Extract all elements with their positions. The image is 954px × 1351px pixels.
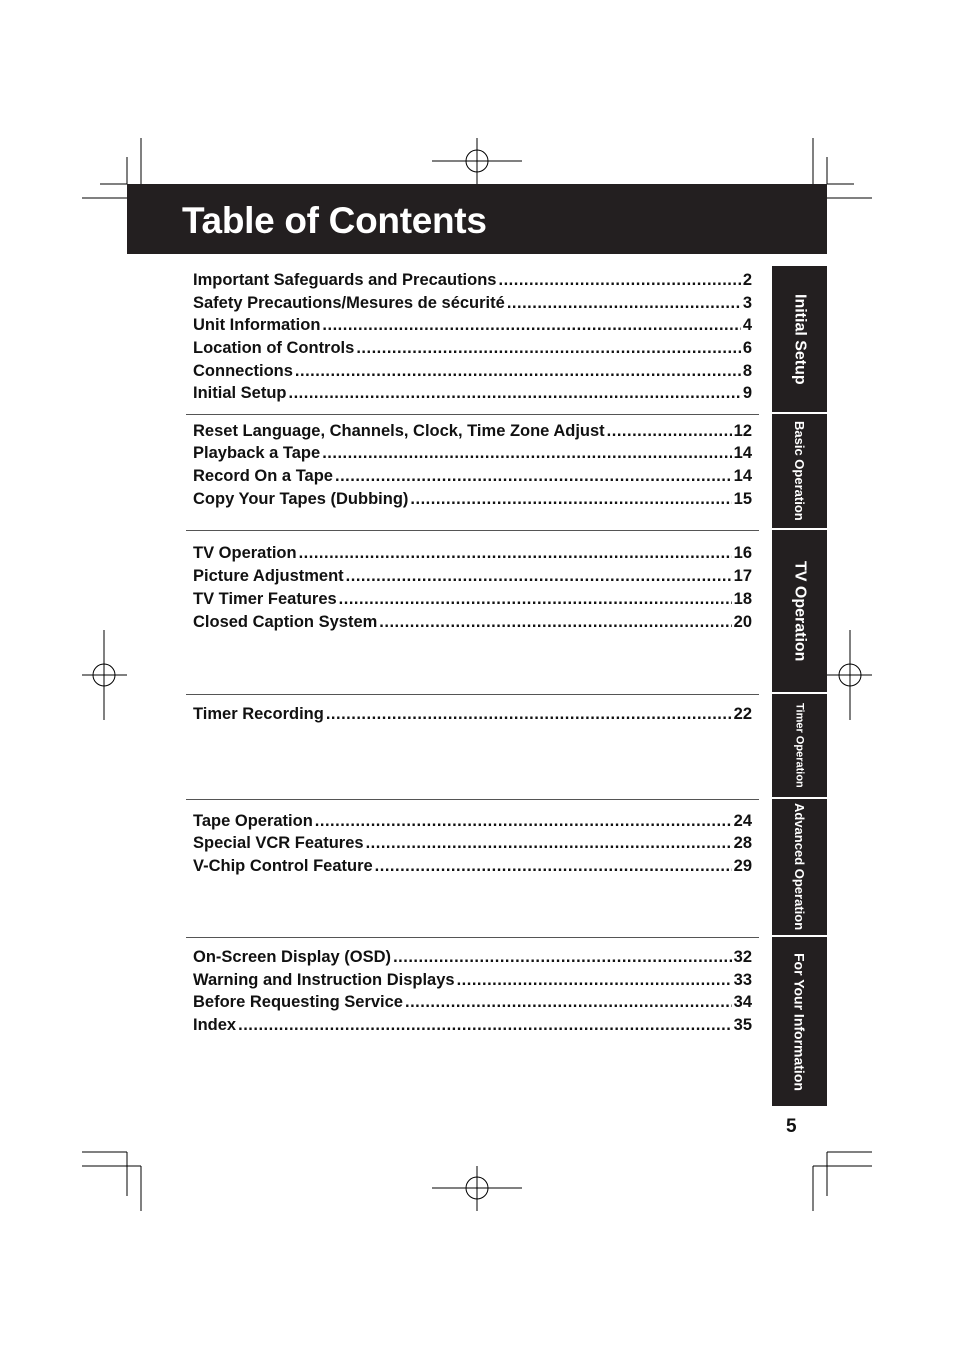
toc-entry[interactable]: Safety Precautions/Mesures de sécurité ..... 3 [193,293,752,313]
toc-entry[interactable]: Closed Caption System ..... 20 [193,612,752,632]
toc-entry[interactable]: Special VCR Features ..... 28 [193,833,752,853]
toc-entry[interactable]: Reset Language, Channels, Clock, Time Zone Adjust ..... 12 [193,421,752,441]
toc-entry[interactable]: TV Timer Features ..... 18 [193,589,752,609]
toc-section-tv-operation [186,530,759,695]
tab-initial-setup[interactable]: Initial Setup [772,266,827,412]
toc-entry[interactable]: Warning and Instruction Displays ..... 33 [193,970,752,990]
toc-entry[interactable]: Unit Information ..... 4 [193,315,752,335]
title-banner [127,184,827,254]
registration-mark-right [827,630,872,720]
toc-entry[interactable]: Important Safeguards and Precautions ..... 2 [193,270,752,290]
tab-timer-operation[interactable]: Timer Operation [772,694,827,797]
toc-entry[interactable]: Connections ..... 8 [193,361,752,381]
registration-mark-left [82,630,127,720]
toc-entry[interactable]: Index ..... 35 [193,1015,752,1035]
toc-section-timer-operation [186,694,759,800]
toc-section-initial-setup [186,268,759,414]
toc-entry[interactable]: Playback a Tape ..... 14 [193,443,752,463]
tab-basic-operation[interactable]: Basic Operation [772,414,827,528]
registration-mark-bottom [432,1166,522,1211]
toc-entry[interactable]: Before Requesting Service ..... 34 [193,992,752,1012]
toc-entry[interactable]: Location of Controls ..... 6 [193,338,752,358]
toc-entry[interactable]: Tape Operation ..... 24 [193,811,752,831]
toc-section-advanced-operation [186,799,759,938]
page-number: 5 [786,1116,797,1137]
toc-entry[interactable]: Picture Adjustment ..... 17 [193,566,752,586]
toc-section-for-your-information [186,937,759,1098]
toc-entry[interactable]: V-Chip Control Feature ..... 29 [193,856,752,876]
toc-entry[interactable]: Copy Your Tapes (Dubbing) ..... 15 [193,489,752,509]
toc-entry[interactable]: Timer Recording ..... 22 [193,704,752,724]
tab-tv-operation[interactable]: TV Operation [772,530,827,692]
toc-entry[interactable]: Initial Setup ..... 9 [193,383,752,403]
tab-advanced-operation[interactable]: Advanced Operation [772,799,827,935]
toc-entry[interactable]: Record On a Tape ..... 14 [193,466,752,486]
toc-entry[interactable]: On-Screen Display (OSD) ..... 32 [193,947,752,967]
toc-entry[interactable]: TV Operation ..... 16 [193,543,752,563]
registration-mark-top [432,138,522,184]
tab-for-your-information[interactable]: For Your Information [772,937,827,1106]
page-title: Table of Contents [182,200,487,241]
toc-section-basic-operation [186,414,759,531]
